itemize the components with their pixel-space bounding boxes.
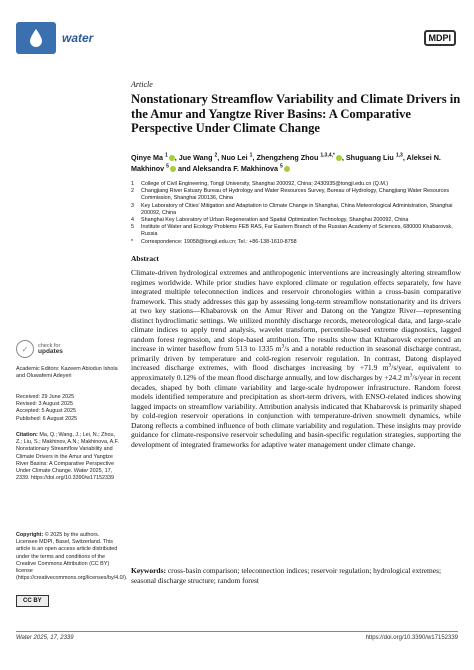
article-title: Nonstationary Streamflow Variability and Climate Drivers in the Amur and Yangtze River Basins: A Comparative Perspective Under Climate Change bbox=[131, 92, 461, 135]
affiliation-item: 1 College of Civil Engineering, Tongji University, Shanghai 200092, China; 2430935@tongji.edu.cn (Q.M.) bbox=[131, 181, 389, 187]
check-updates-line1: check for bbox=[38, 342, 61, 349]
footer-divider bbox=[16, 631, 458, 632]
check-updates-line2: updates bbox=[38, 348, 63, 355]
copyright-block bbox=[16, 532, 128, 582]
citation-block bbox=[16, 432, 122, 482]
author[interactable]: Zhengzheng Zhou $^{1,3,4,*}$ bbox=[256, 153, 341, 162]
publisher-logo bbox=[424, 30, 457, 46]
author[interactable]: Qinye Ma $^1$ bbox=[131, 153, 175, 162]
orcid-icon[interactable] bbox=[336, 155, 342, 161]
citation-journal: Water bbox=[73, 468, 89, 475]
author[interactable]: Jue Wang $^2$ bbox=[178, 152, 218, 162]
author[interactable]: Nuo Lei $^1$ bbox=[221, 152, 253, 162]
accepted-date: Accepted: 5 August 2025 bbox=[16, 408, 76, 415]
footer-citation: Water 2025, 17, 2339 bbox=[16, 635, 74, 641]
correspondence: * Correspondence: 19058@tongji.edu.cn; Tel.: +86-138-1610-8758 bbox=[131, 238, 297, 245]
cc-by-license-badge[interactable]: CC BY bbox=[16, 595, 49, 607]
copyright-label: Copyright: bbox=[16, 532, 44, 538]
citation-label: Citation: bbox=[16, 432, 38, 438]
citation-doi[interactable]: 2025, 17, 2339. https://doi.org/10.3390/w17152339 bbox=[16, 468, 115, 482]
affiliation-item: 2 Changjiang River Estuary Bureau of Hydrology and Water Resources Survey, Bureau of Hydrology, Changjiang Water Resources Commission, Shanghai 200136, China bbox=[131, 188, 450, 202]
check-for-updates-button[interactable] bbox=[16, 340, 63, 358]
orcid-icon[interactable] bbox=[284, 166, 290, 172]
footer-doi-link[interactable]: https://doi.org/10.3390/w17152339 bbox=[365, 635, 458, 641]
abstract-heading: Abstract bbox=[131, 254, 159, 263]
affiliation-item: 4 Shanghai Key Laboratory of Urban Regeneration and Spatial Optimization Technology, Shanghai 200092, China bbox=[131, 217, 409, 224]
journal-logo bbox=[16, 22, 93, 54]
author[interactable]: Aleksei N. Makhinov $^5$ bbox=[131, 153, 441, 173]
publisher-name: MDPI bbox=[424, 30, 457, 46]
published-date: Published: 6 August 2025 bbox=[16, 415, 78, 422]
revised-date: Revised: 3 August 2025 bbox=[16, 401, 73, 408]
academic-editors: Academic Editors: Kazeem Abiodun Ishola and Oluwafemi Adeyeri bbox=[16, 366, 118, 380]
abstract-text: Climate-driven hydrological extremes and anthropogenic interventions are increasingly altering streamflow regimes worldwide. While prior studies have explored climate or regulation effects separately, few have integrated multiple teleconnection indices and reservoir chronologies within a cross-basin comparative framework. This study addresses this gap by assessing long-term streamflow nonstationarity and its drivers at two key stations—Khabarovsk on the Amur River and Datong on the Yangtze River—representing distinct hydroclimatic settings. We utilized monthly discharge records, meteorological data, and large-scale climate indices to apply trend analysis, wavelet transform, percentile-based extreme diagnostics, lagged random forest regression, and slope-based attribution. The results show that Khabarovsk experienced an increase in winter baseflow from 513 to 1335 $m^3/s$ and a notable reduction in seasonal discharge contrast, primarily driven by temperature and cold-region reservoir regulation. In contrast, Datong displayed increased discharge extremes, with flood discharges increasing by +71.9 $m^3/s$/year, equivalent to approximately 0.12% of the mean flood discharge annually, and low discharges by +24.2 $m^3/s$/year in recent decades, shaped by both climate variability and large-scale hydropower infrastructure. Random forest models identified temperature and precipitation as short-term drivers, with ENSO-related indices showing lagged impacts on streamflow variability. Attribution analysis indicated that Khabarovsk is primarily shaped by cold-region reservoir operations in conjunction with temperature-driven snowmelt dynamics, while Datong reflects a combined influence of both climate variability and regulation. These insights may provide guidance for climate-responsive reservoir scheduling and basin-specific regulation strategies, supporting the development of integrated frameworks for adaptive water management under climate change. bbox=[131, 268, 461, 449]
citation-text: Ma, Q.; Wang, J.; Lei, N.; Zhou, Z.; Liu, S.; Makhinov, A.N.; Makhinova, A.F. Nonstationary Streamflow Variability and Climate Drivers in the Amur and Yangtze River Basins: A Comparative Perspective Under Climate Change. bbox=[16, 432, 119, 475]
affiliations bbox=[131, 181, 461, 246]
water-drop-icon bbox=[16, 22, 56, 54]
keywords-text: cross-basin comparison; teleconnection indices; reservoir regulation; hydrological extremes; seasonal discharge structure; random forest bbox=[131, 566, 442, 585]
orcid-icon[interactable] bbox=[169, 155, 175, 161]
author-list: Qinye Ma $^1$ , Jue Wang $^2$, Nuo Lei $^1$, Zhengzheng Zhou $^{1,3,4,*}$ , Shuguang Liu $^{1,3}$, Aleksei N. Makhinov $^5$ and Aleksandra F. Makhinova $^5$ bbox=[131, 152, 441, 173]
affiliation-item: 5 Institute of Water and Ecology Problems FEB RAS, Far Eastern Branch of the Russian Academy of Sciences, 680000 Khabarovsk, Russia bbox=[131, 224, 453, 238]
keywords-label: Keywords: bbox=[131, 566, 166, 575]
keywords bbox=[131, 566, 461, 585]
dates-block bbox=[16, 394, 122, 423]
author[interactable]: Shuguang Liu $^{1,3}$ bbox=[345, 152, 403, 162]
received-date: Received: 29 June 2025 bbox=[16, 394, 75, 400]
orcid-icon[interactable] bbox=[170, 166, 176, 172]
affiliation-item: 3 Key Laboratory of Cities' Mitigation and Adaptation to Climate Change in Shanghai, China Meteorological Administration, Shanghai 200092, China bbox=[131, 202, 453, 216]
article-type: Article bbox=[131, 80, 153, 89]
check-updates-icon: ✓ bbox=[16, 340, 34, 358]
journal-name: water bbox=[62, 31, 94, 45]
footer bbox=[16, 635, 458, 641]
author[interactable]: Aleksandra F. Makhinova $^5$ bbox=[192, 164, 289, 173]
copyright-text: © 2025 by the authors. Licensee MDPI, Basel, Switzerland. This article is an open access article distributed under the terms and conditions of the Creative Commons Attribution (CC BY) license (https://creativecommons.org/licenses/by/4.0/). bbox=[16, 532, 128, 582]
